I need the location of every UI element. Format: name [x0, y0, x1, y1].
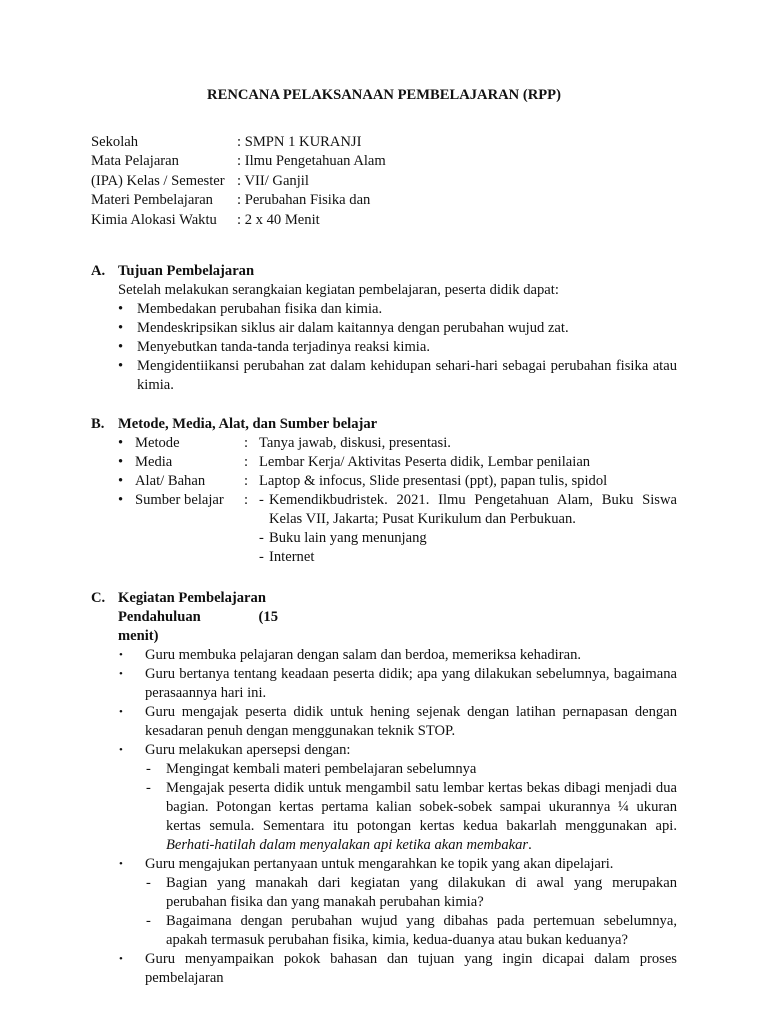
- list-item: • Guru bertanya tentang keadaan peserta didik; apa yang dilakukan sebelumnya, bagaimana perasaannya hari ini.: [119, 666, 677, 701]
- info-value: : Perubahan Fisika dan: [237, 192, 371, 209]
- section-heading: [91, 589, 677, 608]
- resource-label: Alat/ Bahan: [135, 473, 206, 489]
- info-value: : SMPN 1 KURANJI: [237, 134, 362, 150]
- bullet-icon: •: [118, 473, 124, 489]
- resource-row: • Alat/ Bahan : Laptop & infocus, Slide presentasi (ppt), papan tulis, spidol: [91, 472, 677, 491]
- source-item: - Buku lain yang menunjang: [259, 530, 427, 546]
- bullet-icon: •: [118, 358, 124, 374]
- info-table: [91, 133, 386, 230]
- sub-list-item: - Mengajak peserta didik untuk mengambil satu lembar kertas bekas dibagi menjadi dua bagian. Potongan kertas pertama kalian sobek-sobek sampai ukurannya ¼ ukuran kertas semula. Sementara itu potongan kertas kedua bakarlah menggunakan api. Berhati-hatilah dalam menyalakan api ketika akan membakar.: [146, 780, 677, 853]
- list-item: • Menyebutkan tanda-tanda terjadinya reaksi kimia.: [118, 339, 430, 355]
- list-item: • Membedakan perubahan fisika dan kimia.: [118, 301, 383, 317]
- list-item: • Guru membuka pelajaran dengan salam dan berdoa, memeriksa kehadiran.: [119, 647, 582, 663]
- resource-label: Media: [135, 454, 173, 470]
- section-kegiatan: [91, 589, 677, 988]
- bullet-icon: •: [119, 668, 123, 680]
- info-label: Materi Pembelajaran: [91, 192, 213, 209]
- resource-value: Laptop & infocus, Slide presentasi (ppt), papan tulis, spidol: [259, 473, 608, 489]
- section-title: Metode, Media, Alat, dan Sumber belajar: [118, 416, 378, 432]
- list-item: • Mengidentiikansi perubahan zat dalam kehidupan sehari-hari sebagai perubahan fisika atau kimia.: [118, 358, 677, 393]
- info-row: [91, 133, 386, 152]
- resource-value: Lembar Kerja/ Aktivitas Peserta didik, Lembar penilaian: [259, 454, 591, 470]
- bullet-icon: •: [118, 454, 124, 470]
- info-row: [91, 211, 386, 230]
- bullet-icon: •: [118, 301, 124, 317]
- info-label: (IPA) Kelas / Semester: [91, 172, 225, 189]
- resource-sources: [259, 491, 677, 567]
- section-title: Kegiatan Pembelajaran: [118, 590, 266, 606]
- source-item: - Internet: [259, 549, 315, 565]
- info-label: Sekolah: [91, 134, 139, 150]
- resource-label: Metode: [135, 435, 180, 451]
- bullet-icon: •: [119, 744, 123, 756]
- info-row: [91, 191, 386, 210]
- section-letter: A.: [91, 263, 106, 279]
- section-letter: C.: [91, 590, 106, 606]
- bullet-icon: •: [119, 649, 123, 661]
- source-item: - Kemendikbudristek. 2021. Ilmu Pengetahuan Alam, Buku Siswa Kelas VII, Jakarta; Pusat Kurikulum dan Perbukuan.: [259, 492, 677, 527]
- info-row: [91, 152, 386, 171]
- list-item: • Mendeskripsikan siklus air dalam kaitannya dengan perubahan wujud zat.: [118, 320, 569, 336]
- section-letter: B.: [91, 416, 105, 432]
- info-value: : Ilmu Pengetahuan Alam: [237, 153, 386, 170]
- bullet-icon: •: [118, 320, 124, 336]
- info-label: Mata Pelajaran: [91, 153, 179, 170]
- sub-heading: Pendahuluan (15 menit): [118, 609, 278, 644]
- list-item: • Guru melakukan apersepsi dengan:: [119, 742, 351, 758]
- bullet-icon: •: [119, 953, 123, 965]
- resource-label: Sumber belajar: [135, 492, 224, 508]
- list-item: • Guru mengajukan pertanyaan untuk mengarahkan ke topik yang akan dipelajari.: [119, 856, 614, 872]
- italic-note: Berhati-hatilah dalam menyalakan api ketika akan membakar: [166, 837, 529, 853]
- section-intro: Setelah melakukan serangkaian kegiatan pembelajaran, peserta didik dapat:: [118, 282, 559, 298]
- section-metode: [91, 415, 677, 567]
- list-item: • Guru mengajak peserta didik untuk hening sejenak dengan latihan pernapasan dengan kesadaran penuh dengan menggunakan teknik STOP.: [119, 704, 677, 739]
- resource-row: • Media : Lembar Kerja/ Aktivitas Peserta didik, Lembar penilaian: [91, 453, 677, 472]
- section-title: Tujuan Pembelajaran: [118, 263, 255, 279]
- resource-value: Tanya jawab, diskusi, presentasi.: [259, 435, 451, 451]
- resource-row: • Metode : Tanya jawab, diskusi, presentasi.: [91, 434, 677, 453]
- info-value: : VII/ Ganjil: [237, 172, 309, 189]
- section-tujuan: [91, 262, 677, 395]
- bullet-icon: •: [118, 435, 124, 451]
- sub-list-item: - Bagaimana dengan perubahan wujud yang dibahas pada pertemuan sebelumnya, apakah termasuk perubahan fisika, kimia, kedua-duanya atau bukan keduanya?: [146, 913, 677, 948]
- section-heading: [91, 415, 677, 434]
- info-value: : 2 x 40 Menit: [237, 211, 320, 228]
- bullet-icon: •: [119, 858, 123, 870]
- document-title: RENCANA PELAKSANAAN PEMBELAJARAN (RPP): [207, 87, 561, 103]
- resource-row: • Sumber belajar : - Kemendikbudristek. 2021. Ilmu Pengetahuan Alam, Buku Siswa Kelas VII, Jakarta; Pusat Kurikulum dan Perbukuan. - Buku lain yang menunjang - Internet: [118, 492, 677, 565]
- bullet-icon: •: [118, 492, 124, 508]
- sub-list-item: - Mengingat kembali materi pembelajaran sebelumnya: [146, 761, 477, 777]
- info-label: Kimia Alokasi Waktu: [91, 211, 217, 228]
- info-row: [91, 172, 386, 191]
- list-item: • Guru menyampaikan pokok bahasan dan tujuan yang ingin dicapai dalam proses pembelajaran: [119, 951, 677, 986]
- bullet-icon: •: [118, 339, 124, 355]
- sub-list-item: - Bagian yang manakah dari kegiatan yang dilakukan di awal yang merupakan perubahan fisika dan yang manakah perubahan kimia?: [146, 875, 677, 910]
- bullet-icon: •: [119, 706, 123, 718]
- section-heading: [91, 262, 677, 281]
